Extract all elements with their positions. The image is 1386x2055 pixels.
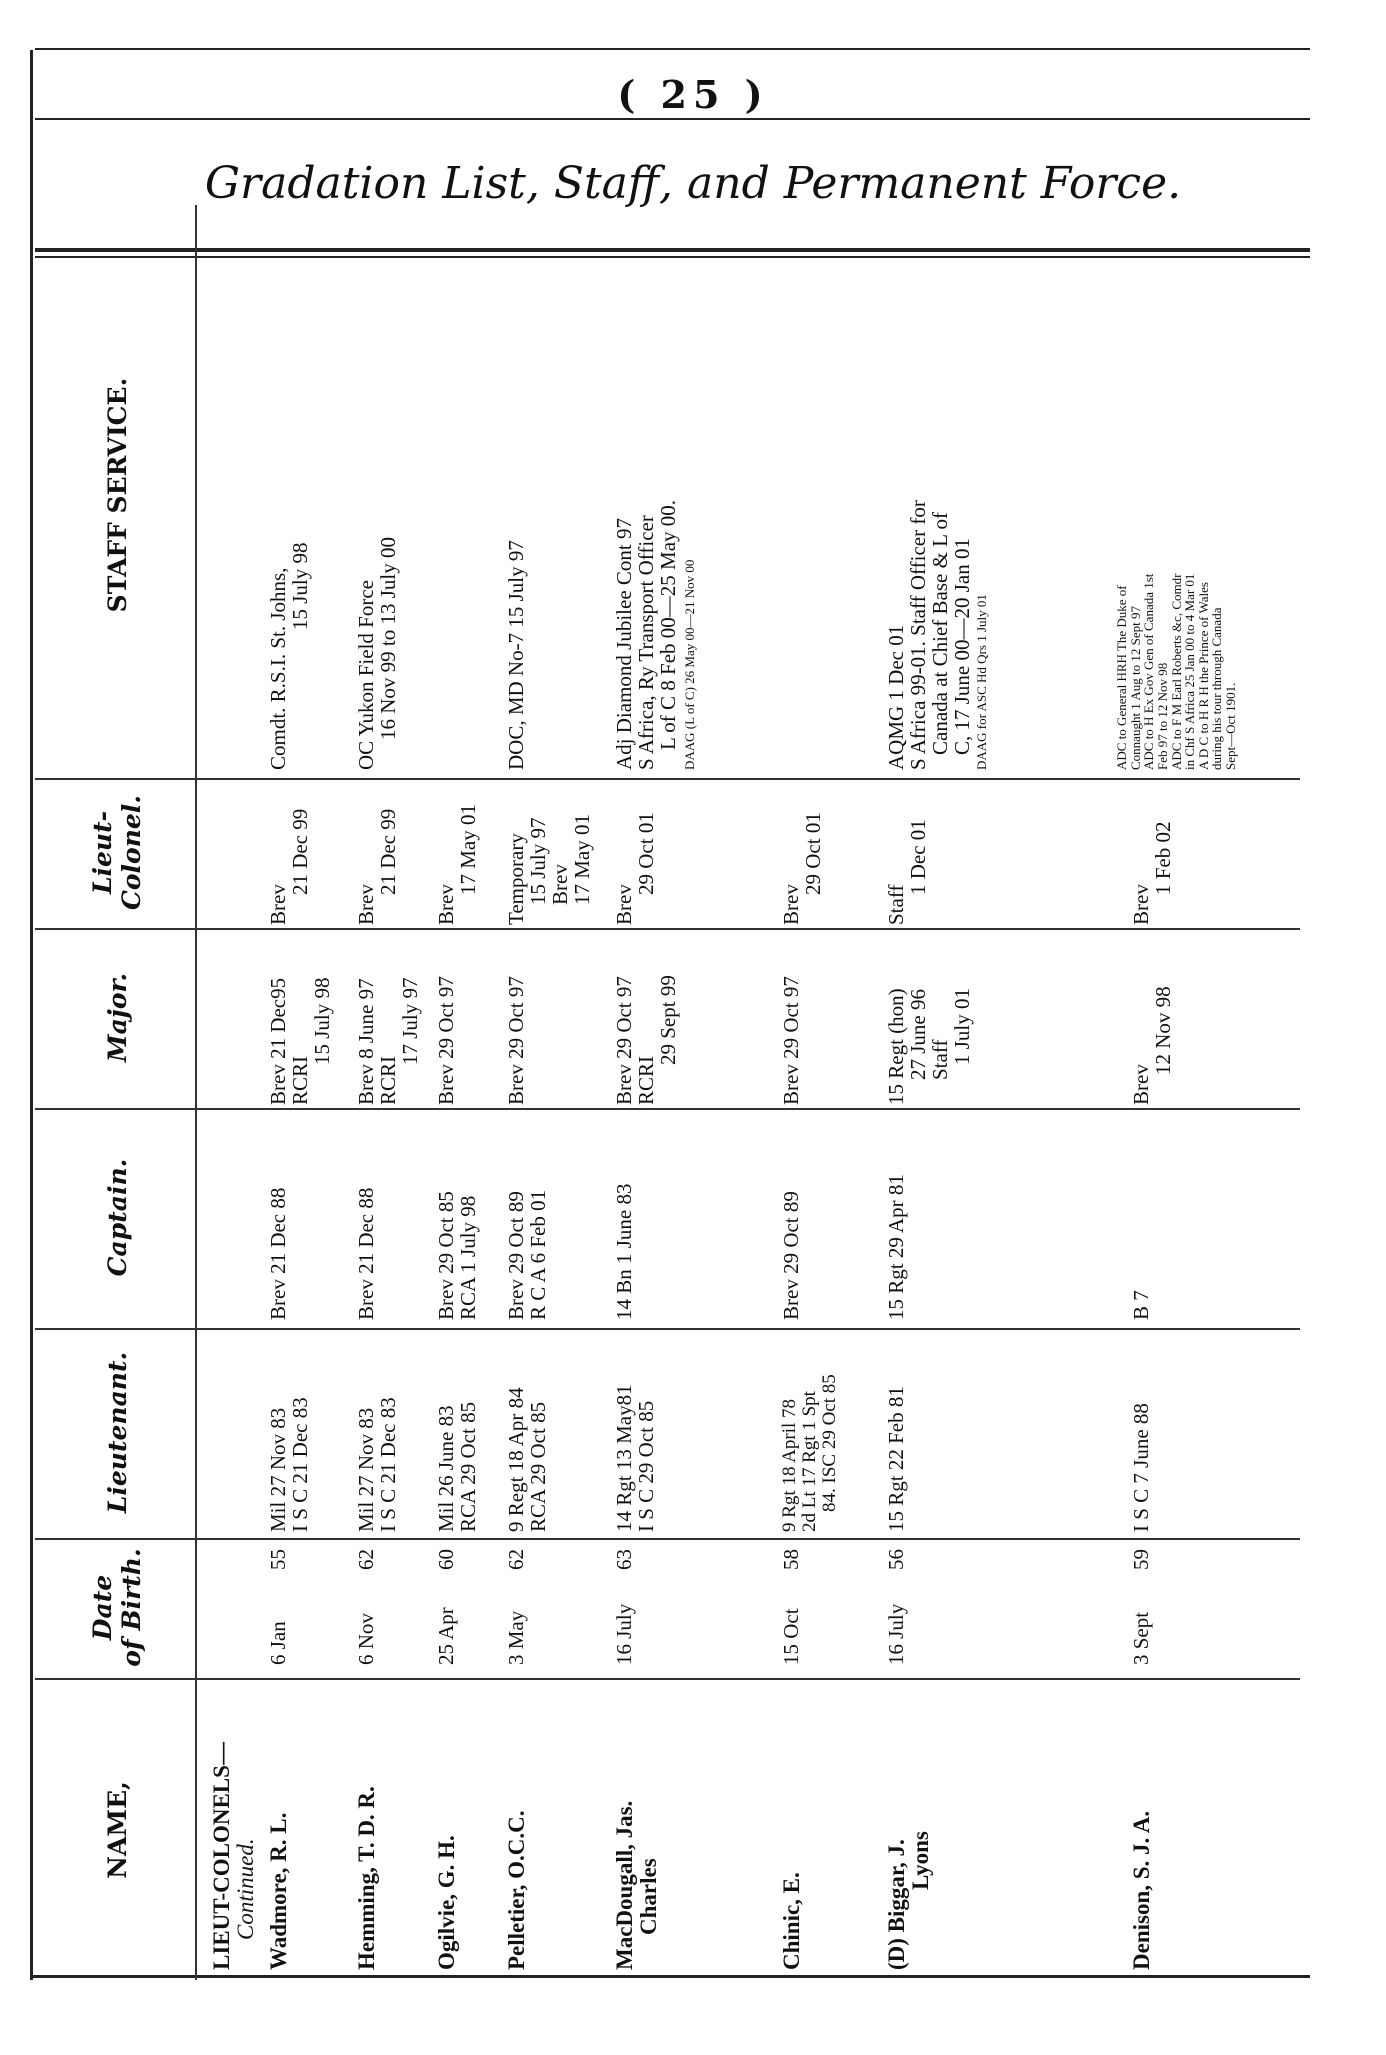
captain-line: 15 Rgt 29 Apr 81 bbox=[884, 1174, 908, 1320]
lieutenant-line: I S C 21 Dec 83 bbox=[288, 1397, 313, 1532]
lieutenant-line: Mil 26 June 83 bbox=[434, 1405, 458, 1532]
staff-note-line: Connaught 1 Aug to 12 Sept 97 bbox=[1127, 606, 1143, 770]
birth-date: 25 Apr bbox=[434, 1607, 458, 1665]
officer-name-line: (D) Biggar, J. bbox=[884, 1839, 909, 1970]
column-header-name: NAME, bbox=[102, 1781, 132, 1879]
major-entry bbox=[780, 976, 802, 1105]
captain-entry bbox=[780, 1191, 802, 1320]
ltcol-line: Brev bbox=[548, 864, 573, 905]
major-line: Brev 29 Oct 97 bbox=[612, 976, 636, 1105]
page-number: ( 25 ) bbox=[617, 72, 769, 117]
captain-line: Brev 21 Dec 88 bbox=[354, 1187, 378, 1320]
captain-line: B 7 bbox=[1129, 1290, 1153, 1320]
lieutenant-line: 15 Rgt 22 Feb 81 bbox=[884, 1386, 908, 1532]
captain-line: RCA 1 July 98 bbox=[456, 1195, 481, 1320]
officer-name: Hemming, T. D. R. bbox=[354, 1786, 379, 1970]
birth-year: 56 bbox=[884, 1549, 908, 1570]
major-line: 29 Sept 99 bbox=[656, 975, 681, 1065]
staff-line: Canada at Chief Base & L of bbox=[928, 512, 953, 755]
captain-line: Brev 29 Oct 85 bbox=[434, 1191, 458, 1320]
major-line: Brev 29 Oct 97 bbox=[434, 976, 458, 1105]
staff-note-line: DAAG (L of C) 26 May 00—21 Nov 00 bbox=[682, 559, 697, 770]
birth-date: 16 July bbox=[884, 1603, 908, 1665]
officer-name: Wadmore, R. L. bbox=[266, 1812, 291, 1970]
ltcol-entry bbox=[267, 809, 311, 925]
column-header-major: Major. bbox=[102, 972, 132, 1063]
ltcol-line: 17 May 01 bbox=[456, 804, 481, 895]
ltcol-line: 21 Dec 99 bbox=[376, 808, 401, 895]
staff-line: 15 July 98 bbox=[288, 542, 313, 630]
staff-line: DOC, MD No-7 15 July 97 bbox=[504, 540, 528, 770]
major-line: Brev 21 Dec95 bbox=[266, 977, 290, 1105]
major-line: 15 Regt (hon) bbox=[884, 988, 908, 1105]
birth-date: 3 May bbox=[504, 1610, 528, 1665]
officer-name: Denison, S. J. A. bbox=[1129, 1810, 1154, 1970]
captain-line: Brev 21 Dec 88 bbox=[266, 1187, 290, 1320]
ltcol-header-line-2: Colonel. bbox=[117, 794, 146, 911]
staff-entry bbox=[885, 500, 973, 770]
birth-date: 16 July bbox=[612, 1603, 636, 1665]
captain-line: R C A 6 Feb 01 bbox=[526, 1189, 551, 1320]
captain-line: 14 Bn 1 June 83 bbox=[612, 1183, 636, 1320]
header-underline bbox=[195, 205, 197, 1980]
ltcol-line: Brev bbox=[354, 884, 378, 925]
officer-name bbox=[885, 1831, 933, 1970]
lieutenant-line: 9 Regt 18 Apr 84 bbox=[504, 1387, 528, 1532]
column-divider bbox=[35, 1679, 1300, 1681]
lieutenant-line: I S C 7 June 88 bbox=[1129, 1403, 1153, 1532]
captain-entry bbox=[1130, 1290, 1152, 1320]
ltcol-line: 1 Dec 01 bbox=[906, 819, 931, 895]
ltcol-entry bbox=[1130, 822, 1174, 926]
column-divider bbox=[35, 779, 1300, 781]
staff-note-line: ADC to F M Earl Roberts &c, Comdr bbox=[1168, 573, 1184, 770]
section-title bbox=[210, 1742, 258, 1970]
ltcol-line: 29 Oct 01 bbox=[801, 812, 826, 895]
lieutenant-line: I S C 21 Dec 83 bbox=[376, 1397, 401, 1532]
major-entry bbox=[435, 976, 457, 1105]
ltcol-line: 17 May 01 bbox=[570, 814, 595, 905]
officer-name-line: Charles bbox=[636, 1858, 662, 1935]
section-title-text: LIEUT-COLONELS— bbox=[209, 1742, 234, 1970]
major-entry bbox=[267, 977, 333, 1105]
ltcol-line: Staff bbox=[884, 884, 908, 925]
officer-name-line: MacDougall, Jas. bbox=[612, 1800, 637, 1970]
lieutenant-line: Mil 27 Nov 83 bbox=[266, 1407, 290, 1532]
major-entry bbox=[1130, 986, 1174, 1105]
major-line: RCRI bbox=[376, 1055, 401, 1105]
lieutenant-line: RCA 29 Oct 85 bbox=[456, 1401, 481, 1532]
staff-note-line: DAAG for ASC Hd Qrs 1 July 01 bbox=[974, 594, 989, 770]
staff-line: Adj Diamond Jubilee Cont 97 bbox=[612, 518, 636, 770]
staff-entry bbox=[505, 540, 527, 770]
lieutenant-entry bbox=[505, 1387, 549, 1532]
major-line: Brev 29 Oct 97 bbox=[504, 976, 528, 1105]
gradation-table bbox=[35, 205, 1300, 1980]
major-entry bbox=[355, 977, 421, 1105]
column-divider bbox=[35, 1329, 1300, 1331]
staff-line: 16 Nov 99 to 13 July 00 bbox=[376, 536, 401, 740]
ltcol-entry bbox=[355, 809, 399, 925]
major-line: 17 July 97 bbox=[398, 977, 423, 1065]
header-rule bbox=[35, 118, 1310, 120]
birth-year: 55 bbox=[266, 1549, 290, 1570]
lieutenant-line: 84. ISC 29 Oct 85 bbox=[818, 1374, 840, 1512]
birth-date: 15 Oct bbox=[779, 1608, 803, 1665]
ltcol-line: Brev bbox=[612, 884, 636, 925]
column-divider bbox=[35, 1539, 1300, 1541]
lieutenant-entry bbox=[613, 1384, 657, 1532]
ltcol-entry bbox=[505, 814, 593, 925]
dob-header-line-2: of Birth. bbox=[117, 1548, 146, 1667]
birth-year: 62 bbox=[354, 1549, 378, 1570]
ltcol-entry bbox=[613, 812, 657, 925]
staff-note-line: during his tour through Canada bbox=[1209, 607, 1225, 770]
major-line: RCRI bbox=[288, 1055, 313, 1105]
major-entry bbox=[505, 976, 527, 1105]
officer-name: Ogilvie, G. H. bbox=[434, 1835, 459, 1970]
column-divider bbox=[35, 929, 1300, 931]
staff-note-line: Feb 97 to 12 Nov 98 bbox=[1154, 662, 1170, 770]
column-header-captain: Captain. bbox=[102, 1158, 132, 1277]
staff-line: AQMG 1 Dec 01 bbox=[884, 624, 908, 770]
ltcol-line: 15 July 97 bbox=[526, 817, 551, 905]
staff-note-line: ADC to General HRH The Duke of bbox=[1114, 585, 1129, 770]
birth-year: 58 bbox=[779, 1549, 803, 1570]
top-rule bbox=[35, 48, 1310, 50]
birth-year: 60 bbox=[434, 1549, 458, 1570]
major-entry bbox=[885, 988, 973, 1105]
captain-entry bbox=[505, 1190, 549, 1320]
ltcol-entry bbox=[885, 819, 929, 925]
column-header-lieutenant: Lieutenant. bbox=[102, 1351, 132, 1514]
major-line: RCRI bbox=[634, 1055, 659, 1105]
ltcol-line: Temporary bbox=[504, 833, 528, 925]
major-line: 27 June 96 bbox=[906, 989, 931, 1080]
birth-date: 3 Sept bbox=[1129, 1611, 1153, 1665]
major-line: Brev bbox=[1129, 1064, 1153, 1105]
lieutenant-line: 9 Rgt 18 April 78 bbox=[779, 1398, 800, 1532]
lieutenant-entry bbox=[435, 1402, 479, 1532]
captain-entry bbox=[267, 1188, 289, 1320]
officer-name: Pelletier, O.C.C. bbox=[504, 1810, 529, 1970]
birth-year: 63 bbox=[612, 1549, 636, 1570]
birth-year: 59 bbox=[1129, 1549, 1153, 1570]
lieutenant-entry bbox=[355, 1397, 399, 1532]
lieutenant-entry bbox=[885, 1386, 907, 1532]
ltcol-line: Brev bbox=[1129, 884, 1153, 925]
lieutenant-entry bbox=[267, 1397, 311, 1532]
major-line: Brev 29 Oct 97 bbox=[779, 976, 803, 1105]
staff-note bbox=[1115, 574, 1238, 770]
ltcol-line: 29 Oct 01 bbox=[634, 812, 659, 895]
ltcol-line: Brev bbox=[266, 884, 290, 925]
ltcol-header-line-1: Lieut- bbox=[88, 810, 118, 895]
lieutenant-line: 14 Rgt 13 May81 bbox=[612, 1384, 636, 1532]
ltcol-entry bbox=[780, 812, 824, 925]
page-heading: Gradation List, Staff, and Permanent Force. bbox=[204, 158, 1182, 209]
captain-line: Brev 29 Oct 89 bbox=[504, 1191, 528, 1320]
staff-note-line: in Chf S Africa 25 Jan 00 to 4 Mar 01 bbox=[1182, 573, 1198, 770]
ltcol-entry bbox=[435, 804, 479, 925]
ltcol-line: Brev bbox=[779, 884, 803, 925]
staff-note-line: ADC to H Ex Gov Gen of Canada 1st bbox=[1141, 573, 1157, 770]
ltcol-line: Brev bbox=[434, 884, 458, 925]
staff-entry bbox=[267, 542, 311, 770]
staff-line: Comdt. R.S.I. St. Johns, bbox=[266, 567, 290, 770]
dob-header-line-1: Date bbox=[88, 1574, 118, 1641]
column-header-ltcol bbox=[43, 780, 193, 925]
major-line: Brev 8 June 97 bbox=[354, 978, 378, 1105]
staff-note-line: Sept—Oct 1901. bbox=[1223, 682, 1239, 770]
staff-line: S Africa, Ry Transport Officer bbox=[634, 515, 659, 770]
captain-entry bbox=[885, 1174, 907, 1320]
staff-line: C, 17 June 00—20 Jan 01 bbox=[950, 538, 975, 755]
lieutenant-line: I S C 29 Oct 85 bbox=[634, 1400, 659, 1532]
major-line: 15 July 98 bbox=[310, 977, 335, 1065]
lieutenant-entry bbox=[780, 1374, 840, 1532]
staff-entry bbox=[613, 500, 679, 770]
lieutenant-line: 2d Lt 17 Rgt 1 Spt bbox=[798, 1391, 820, 1532]
staff-note bbox=[683, 560, 697, 770]
major-line: 12 Nov 98 bbox=[1151, 986, 1176, 1075]
captain-entry bbox=[435, 1191, 479, 1320]
officer-name-line: Lyons bbox=[908, 1831, 934, 1890]
column-divider bbox=[35, 1109, 1300, 1111]
officer-name: Chinic, E. bbox=[779, 1872, 804, 1970]
major-entry bbox=[613, 975, 679, 1105]
staff-note-line: A D C to H R H the Prince of Wales bbox=[1195, 582, 1211, 770]
captain-line: Brev 29 Oct 89 bbox=[779, 1191, 803, 1320]
birth-date: 6 Jan bbox=[266, 1621, 290, 1665]
lieutenant-line: RCA 29 Oct 85 bbox=[526, 1401, 551, 1532]
staff-line: OC Yukon Field Force bbox=[354, 580, 378, 770]
major-line: 1 July 01 bbox=[950, 987, 975, 1065]
ltcol-line: 21 Dec 99 bbox=[288, 808, 313, 895]
staff-line: S Africa 99-01. Staff Officer for bbox=[906, 500, 931, 770]
section-subtitle: Continued. bbox=[233, 1838, 259, 1940]
birth-year: 62 bbox=[504, 1549, 528, 1570]
captain-entry bbox=[613, 1184, 635, 1321]
staff-entry bbox=[355, 537, 399, 770]
ltcol-line: 1 Feb 02 bbox=[1151, 821, 1176, 895]
column-header-dob bbox=[43, 1540, 193, 1675]
lieutenant-entry bbox=[1130, 1403, 1152, 1532]
lieutenant-line: Mil 27 Nov 83 bbox=[354, 1407, 378, 1532]
staff-line: L of C 8 Feb 00—25 May 00. bbox=[656, 499, 681, 750]
major-line: Staff bbox=[928, 1039, 953, 1080]
officer-name bbox=[613, 1801, 661, 1970]
birth-date: 6 Nov bbox=[354, 1613, 378, 1665]
staff-note bbox=[975, 594, 989, 770]
column-header-staff: STAFF SERVICE. bbox=[102, 377, 132, 613]
captain-entry bbox=[355, 1188, 377, 1320]
